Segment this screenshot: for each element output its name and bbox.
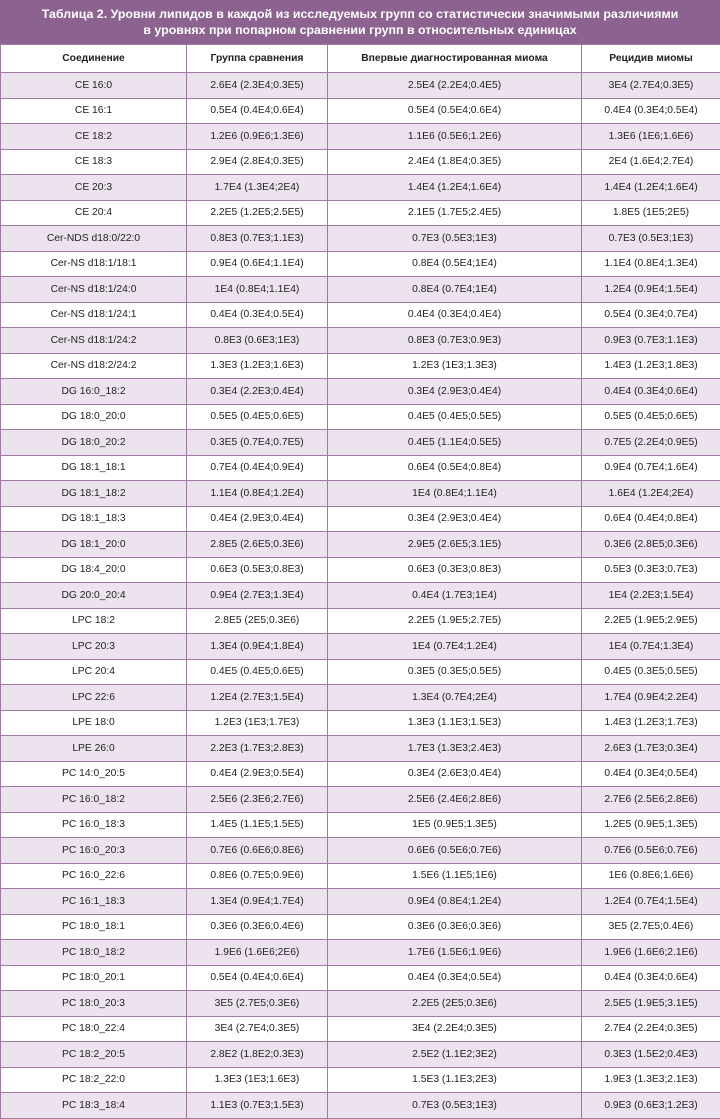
cell-compound: PC 16:0_22:6 — [1, 863, 187, 889]
cell-comparison-group: 0.3E5 (0.7E4;0.7E5) — [187, 430, 328, 456]
cell-compound: DG 18:0_20:0 — [1, 404, 187, 430]
table-row — [1, 277, 720, 303]
table-row — [1, 914, 720, 940]
header-compound: Соединение — [1, 45, 187, 73]
cell-recurrence: 1E6 (0.8E6;1.6E6) — [582, 863, 720, 889]
cell-comparison-group: 0.4E4 (2.9E3;0.5E4) — [187, 761, 328, 787]
cell-first-diagnosed: 2.5E4 (2.2E4;0.4E5) — [328, 73, 582, 99]
cell-comparison-group: 1.3E3 (1.2E3;1.6E3) — [187, 353, 328, 379]
cell-recurrence: 0.4E4 (0.3E4;0.5E4) — [582, 98, 720, 124]
table-row — [1, 838, 720, 864]
table-row — [1, 761, 720, 787]
cell-comparison-group: 0.4E4 (2.9E3;0.4E4) — [187, 506, 328, 532]
table-row — [1, 634, 720, 660]
cell-first-diagnosed: 1E4 (0.7E4;1.2E4) — [328, 634, 582, 660]
cell-compound: PC 16:0_20:3 — [1, 838, 187, 864]
table-row — [1, 710, 720, 736]
cell-recurrence: 2E4 (1.6E4;2.7E4) — [582, 149, 720, 175]
cell-first-diagnosed: 0.8E4 (0.7E4;1E4) — [328, 277, 582, 303]
cell-first-diagnosed: 1.5E3 (1.1E3;2E3) — [328, 1067, 582, 1093]
cell-first-diagnosed: 0.7E3 (0.5E3;1E3) — [328, 1093, 582, 1119]
cell-recurrence: 3E5 (2.7E5;0.4E6) — [582, 914, 720, 940]
cell-compound: DG 16:0_18:2 — [1, 379, 187, 405]
cell-compound: Cer-NS d18:1/24:2 — [1, 328, 187, 354]
cell-comparison-group: 2.2E3 (1.7E3;2.8E3) — [187, 736, 328, 762]
cell-recurrence: 2.7E6 (2.5E6;2.8E6) — [582, 787, 720, 813]
table-row — [1, 302, 720, 328]
cell-first-diagnosed: 0.4E5 (1.1E4;0.5E5) — [328, 430, 582, 456]
cell-recurrence: 0.4E4 (0.3E4;0.6E4) — [582, 965, 720, 991]
cell-first-diagnosed: 1.7E6 (1.5E6;1.9E6) — [328, 940, 582, 966]
cell-comparison-group: 2.5E6 (2.3E6;2.7E6) — [187, 787, 328, 813]
table-row — [1, 1042, 720, 1068]
cell-compound: CE 16:1 — [1, 98, 187, 124]
caption-line-1: Таблица 2. Уровни липидов в каждой из исследуемых групп со статистически значимыми различиями — [8, 6, 712, 22]
cell-comparison-group: 0.3E4 (2.2E3;0.4E4) — [187, 379, 328, 405]
cell-first-diagnosed: 0.4E4 (0.3E4;0.5E4) — [328, 965, 582, 991]
table-row — [1, 226, 720, 252]
table-row — [1, 481, 720, 507]
cell-first-diagnosed: 2.5E6 (2.4E6;2.8E6) — [328, 787, 582, 813]
table-row — [1, 251, 720, 277]
cell-compound: DG 18:4_20:0 — [1, 557, 187, 583]
cell-comparison-group: 0.7E6 (0.6E6;0.8E6) — [187, 838, 328, 864]
table-row — [1, 863, 720, 889]
cell-comparison-group: 2.8E2 (1.8E2;0.3E3) — [187, 1042, 328, 1068]
cell-compound: DG 18:1_20:0 — [1, 532, 187, 558]
table-row — [1, 1067, 720, 1093]
cell-first-diagnosed: 1E4 (0.8E4;1.1E4) — [328, 481, 582, 507]
cell-first-diagnosed: 1.3E4 (0.7E4;2E4) — [328, 685, 582, 711]
table-row — [1, 965, 720, 991]
cell-recurrence: 2.6E3 (1.7E3;0.3E4) — [582, 736, 720, 762]
table-row — [1, 328, 720, 354]
table-row — [1, 659, 720, 685]
cell-compound: PC 14:0_20:5 — [1, 761, 187, 787]
cell-comparison-group: 0.5E4 (0.4E4;0.6E4) — [187, 965, 328, 991]
cell-first-diagnosed: 0.6E6 (0.5E6;0.7E6) — [328, 838, 582, 864]
cell-recurrence: 0.3E6 (2.8E5;0.3E6) — [582, 532, 720, 558]
table-row — [1, 557, 720, 583]
table-body — [1, 73, 720, 1119]
cell-first-diagnosed: 1.4E4 (1.2E4;1.6E4) — [328, 175, 582, 201]
cell-first-diagnosed: 0.3E4 (2.9E3;0.4E4) — [328, 379, 582, 405]
cell-recurrence: 0.5E4 (0.3E4;0.7E4) — [582, 302, 720, 328]
cell-compound: CE 18:3 — [1, 149, 187, 175]
table-row — [1, 124, 720, 150]
cell-recurrence: 0.4E4 (0.3E4;0.5E4) — [582, 761, 720, 787]
table-row — [1, 404, 720, 430]
header-comparison-group: Группа сравнения — [187, 45, 328, 73]
cell-comparison-group: 1.1E3 (0.7E3;1.5E3) — [187, 1093, 328, 1119]
cell-recurrence: 0.9E3 (0.6E3;1.2E3) — [582, 1093, 720, 1119]
cell-recurrence: 0.9E4 (0.7E4;1.6E4) — [582, 455, 720, 481]
cell-compound: PC 18:2_20:5 — [1, 1042, 187, 1068]
cell-compound: CE 18:2 — [1, 124, 187, 150]
cell-recurrence: 1.9E3 (1.3E3;2.1E3) — [582, 1067, 720, 1093]
cell-comparison-group: 0.8E3 (0.7E3;1.1E3) — [187, 226, 328, 252]
cell-comparison-group: 0.6E3 (0.5E3;0.8E3) — [187, 557, 328, 583]
cell-recurrence: 0.6E4 (0.4E4;0.8E4) — [582, 506, 720, 532]
cell-recurrence: 0.9E3 (0.7E3;1.1E3) — [582, 328, 720, 354]
cell-comparison-group: 2.2E5 (1.2E5;2.5E5) — [187, 200, 328, 226]
cell-compound: DG 18:1_18:2 — [1, 481, 187, 507]
table-row — [1, 149, 720, 175]
cell-recurrence: 3E4 (2.7E4;0.3E5) — [582, 73, 720, 99]
cell-recurrence: 1.4E3 (1.2E3;1.7E3) — [582, 710, 720, 736]
cell-recurrence: 0.5E5 (0.4E5;0.6E5) — [582, 404, 720, 430]
cell-recurrence: 1.1E4 (0.8E4;1.3E4) — [582, 251, 720, 277]
cell-comparison-group: 1.2E6 (0.9E6;1.3E6) — [187, 124, 328, 150]
cell-comparison-group: 1.1E4 (0.8E4;1.2E4) — [187, 481, 328, 507]
cell-compound: PC 18:0_20:1 — [1, 965, 187, 991]
cell-comparison-group: 1.2E3 (1E3;1.7E3) — [187, 710, 328, 736]
cell-first-diagnosed: 1.2E3 (1E3;1.3E3) — [328, 353, 582, 379]
cell-first-diagnosed: 1.1E6 (0.5E6;1.2E6) — [328, 124, 582, 150]
cell-compound: DG 18:0_20:2 — [1, 430, 187, 456]
table-row — [1, 532, 720, 558]
cell-first-diagnosed: 0.4E4 (0.3E4;0.4E4) — [328, 302, 582, 328]
cell-first-diagnosed: 0.6E3 (0.3E3;0.8E3) — [328, 557, 582, 583]
cell-compound: LPC 22:6 — [1, 685, 187, 711]
cell-comparison-group: 1.3E4 (0.9E4;1.8E4) — [187, 634, 328, 660]
cell-compound: PC 16:0_18:2 — [1, 787, 187, 813]
cell-recurrence: 1.2E4 (0.9E4;1.5E4) — [582, 277, 720, 303]
cell-recurrence: 0.4E5 (0.3E5;0.5E5) — [582, 659, 720, 685]
table-row — [1, 685, 720, 711]
cell-recurrence: 0.5E3 (0.3E3;0.7E3) — [582, 557, 720, 583]
cell-recurrence: 1.6E4 (1.2E4;2E4) — [582, 481, 720, 507]
cell-compound: DG 18:1_18:3 — [1, 506, 187, 532]
table-caption — [0, 0, 720, 44]
cell-comparison-group: 0.4E4 (0.3E4;0.5E4) — [187, 302, 328, 328]
cell-first-diagnosed: 2.2E5 (1.9E5;2.7E5) — [328, 608, 582, 634]
cell-compound: PC 18:0_18:1 — [1, 914, 187, 940]
cell-first-diagnosed: 2.2E5 (2E5;0.3E6) — [328, 991, 582, 1017]
cell-first-diagnosed: 2.4E4 (1.8E4;0.3E5) — [328, 149, 582, 175]
cell-comparison-group: 1.9E6 (1.6E6;2E6) — [187, 940, 328, 966]
table-row — [1, 1016, 720, 1042]
cell-recurrence: 1E4 (2.2E3;1.5E4) — [582, 583, 720, 609]
cell-compound: LPC 20:4 — [1, 659, 187, 685]
cell-recurrence: 1.9E6 (1.6E6;2.1E6) — [582, 940, 720, 966]
cell-comparison-group: 0.8E6 (0.7E5;0.9E6) — [187, 863, 328, 889]
header-recurrence: Рецидив миомы — [582, 45, 720, 73]
cell-recurrence: 1.3E6 (1E6;1.6E6) — [582, 124, 720, 150]
table-row — [1, 98, 720, 124]
cell-comparison-group: 2.8E5 (2E5;0.3E6) — [187, 608, 328, 634]
cell-first-diagnosed: 2.9E5 (2.6E5;3.1E5) — [328, 532, 582, 558]
cell-compound: Cer-NDS d18:0/22:0 — [1, 226, 187, 252]
lipid-table — [0, 44, 720, 1119]
cell-first-diagnosed: 0.6E4 (0.5E4;0.8E4) — [328, 455, 582, 481]
table-row — [1, 787, 720, 813]
cell-recurrence: 1E4 (0.7E4;1.3E4) — [582, 634, 720, 660]
table-row — [1, 379, 720, 405]
cell-recurrence: 0.7E5 (2.2E4;0.9E5) — [582, 430, 720, 456]
cell-recurrence: 1.2E5 (0.9E5;1.3E5) — [582, 812, 720, 838]
cell-compound: PC 18:0_20:3 — [1, 991, 187, 1017]
table-row — [1, 583, 720, 609]
cell-comparison-group: 1.7E4 (1.3E4;2E4) — [187, 175, 328, 201]
cell-first-diagnosed: 0.9E4 (0.8E4;1.2E4) — [328, 889, 582, 915]
cell-first-diagnosed: 0.3E4 (2.9E3;0.4E4) — [328, 506, 582, 532]
cell-compound: LPC 18:2 — [1, 608, 187, 634]
cell-recurrence: 2.2E5 (1.9E5;2.9E5) — [582, 608, 720, 634]
table-row — [1, 940, 720, 966]
cell-comparison-group: 0.5E4 (0.4E4;0.6E4) — [187, 98, 328, 124]
table-row — [1, 73, 720, 99]
cell-comparison-group: 0.5E5 (0.4E5;0.6E5) — [187, 404, 328, 430]
cell-first-diagnosed: 0.3E6 (0.3E6;0.3E6) — [328, 914, 582, 940]
table-row — [1, 736, 720, 762]
cell-compound: PC 18:3_18:4 — [1, 1093, 187, 1119]
cell-recurrence: 0.4E4 (0.3E4;0.6E4) — [582, 379, 720, 405]
cell-compound: CE 16:0 — [1, 73, 187, 99]
cell-recurrence: 2.5E5 (1.9E5;3.1E5) — [582, 991, 720, 1017]
cell-recurrence: 1.4E4 (1.2E4;1.6E4) — [582, 175, 720, 201]
cell-comparison-group: 2.6E4 (2.3E4;0.3E5) — [187, 73, 328, 99]
cell-recurrence: 1.4E3 (1.2E3;1.8E3) — [582, 353, 720, 379]
cell-compound: Cer-NS d18:2/24:2 — [1, 353, 187, 379]
cell-first-diagnosed: 3E4 (2.2E4;0.3E5) — [328, 1016, 582, 1042]
cell-first-diagnosed: 1.3E3 (1.1E3;1.5E3) — [328, 710, 582, 736]
cell-comparison-group: 0.8E3 (0.6E3;1E3) — [187, 328, 328, 354]
cell-recurrence: 1.7E4 (0.9E4;2.2E4) — [582, 685, 720, 711]
table-row — [1, 506, 720, 532]
cell-compound: PC 16:1_18:3 — [1, 889, 187, 915]
caption-line-2: в уровнях при попарном сравнении групп в относительных единицах — [8, 22, 712, 38]
cell-comparison-group: 2.8E5 (2.6E5;0.3E6) — [187, 532, 328, 558]
table-row — [1, 430, 720, 456]
cell-compound: CE 20:4 — [1, 200, 187, 226]
cell-compound: DG 20:0_20:4 — [1, 583, 187, 609]
cell-first-diagnosed: 0.5E4 (0.5E4;0.6E4) — [328, 98, 582, 124]
table-row — [1, 175, 720, 201]
cell-recurrence: 1.2E4 (0.7E4;1.5E4) — [582, 889, 720, 915]
cell-first-diagnosed: 0.8E4 (0.5E4;1E4) — [328, 251, 582, 277]
cell-comparison-group: 1.2E4 (2.7E3;1.5E4) — [187, 685, 328, 711]
table-row — [1, 608, 720, 634]
cell-first-diagnosed: 0.4E5 (0.4E5;0.5E5) — [328, 404, 582, 430]
table-row — [1, 455, 720, 481]
cell-first-diagnosed: 1.5E6 (1.1E5;1E6) — [328, 863, 582, 889]
cell-first-diagnosed: 0.4E4 (1.7E3;1E4) — [328, 583, 582, 609]
cell-first-diagnosed: 1E5 (0.9E5;1.3E5) — [328, 812, 582, 838]
table-row — [1, 889, 720, 915]
cell-compound: PC 18:2_22:0 — [1, 1067, 187, 1093]
cell-compound: Cer-NS d18:1/24:1 — [1, 302, 187, 328]
cell-comparison-group: 1E4 (0.8E4;1.1E4) — [187, 277, 328, 303]
cell-comparison-group: 0.9E4 (2.7E3;1.3E4) — [187, 583, 328, 609]
cell-comparison-group: 0.9E4 (0.6E4;1.1E4) — [187, 251, 328, 277]
table-row — [1, 200, 720, 226]
cell-first-diagnosed: 2.5E2 (1.1E2;3E2) — [328, 1042, 582, 1068]
cell-comparison-group: 3E4 (2.7E4;0.3E5) — [187, 1016, 328, 1042]
cell-recurrence: 0.3E3 (1.5E2;0.4E3) — [582, 1042, 720, 1068]
cell-compound: PC 16:0_18:3 — [1, 812, 187, 838]
cell-first-diagnosed: 0.3E5 (0.3E5;0.5E5) — [328, 659, 582, 685]
cell-first-diagnosed: 0.7E3 (0.5E3;1E3) — [328, 226, 582, 252]
cell-recurrence: 0.7E6 (0.5E6;0.7E6) — [582, 838, 720, 864]
cell-comparison-group: 1.3E4 (0.9E4;1.7E4) — [187, 889, 328, 915]
cell-compound: PC 18:0_22:4 — [1, 1016, 187, 1042]
cell-recurrence: 0.7E3 (0.5E3;1E3) — [582, 226, 720, 252]
cell-comparison-group: 1.3E3 (1E3;1.6E3) — [187, 1067, 328, 1093]
cell-comparison-group: 1.4E5 (1.1E5;1.5E5) — [187, 812, 328, 838]
cell-comparison-group: 3E5 (2.7E5;0.3E6) — [187, 991, 328, 1017]
cell-compound: LPE 26:0 — [1, 736, 187, 762]
cell-recurrence: 2.7E4 (2.2E4;0.3E5) — [582, 1016, 720, 1042]
cell-compound: Cer-NS d18:1/18:1 — [1, 251, 187, 277]
cell-comparison-group: 0.7E4 (0.4E4;0.9E4) — [187, 455, 328, 481]
cell-compound: PC 18:0_18:2 — [1, 940, 187, 966]
cell-compound: LPE 18:0 — [1, 710, 187, 736]
cell-comparison-group: 0.4E5 (0.4E5;0.6E5) — [187, 659, 328, 685]
table-row — [1, 353, 720, 379]
cell-recurrence: 1.8E5 (1E5;2E5) — [582, 200, 720, 226]
cell-first-diagnosed: 2.1E5 (1.7E5;2.4E5) — [328, 200, 582, 226]
cell-compound: LPC 20:3 — [1, 634, 187, 660]
cell-comparison-group: 0.3E6 (0.3E6;0.4E6) — [187, 914, 328, 940]
cell-compound: CE 20:3 — [1, 175, 187, 201]
table-row — [1, 991, 720, 1017]
cell-comparison-group: 2.9E4 (2.8E4;0.3E5) — [187, 149, 328, 175]
header-first-diagnosed: Впервые диагностированная миома — [328, 45, 582, 73]
table-row — [1, 1093, 720, 1119]
cell-compound: Cer-NS d18:1/24:0 — [1, 277, 187, 303]
cell-first-diagnosed: 0.8E3 (0.7E3;0.9E3) — [328, 328, 582, 354]
cell-compound: DG 18:1_18:1 — [1, 455, 187, 481]
cell-first-diagnosed: 1.7E3 (1.3E3;2.4E3) — [328, 736, 582, 762]
header-row — [1, 45, 720, 73]
cell-first-diagnosed: 0.3E4 (2.6E3;0.4E4) — [328, 761, 582, 787]
table-row — [1, 812, 720, 838]
